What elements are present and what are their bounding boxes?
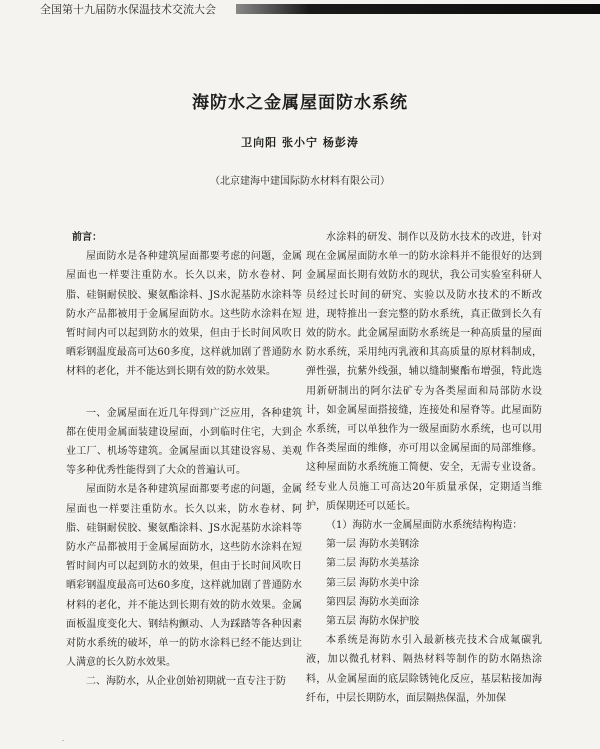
paragraph: 本系统是海防水引入最新核壳技术合成氟碳乳液，加以微孔材料、隔热材料等制作的防水隔热涂料，从金属屋面的底层除锈钝化反应，基层粘接加海纤布，中层长期防水，面层隔热保温，外加保	[306, 635, 542, 704]
paragraph: 屋面防水是各种建筑屋面都要考虑的问题，金属屋面也一样要注重防水。长久以来，防水卷材、阿脂、硅铜耐侯胶、聚氨酯涂料、JS水泥基防水涂料等防水产品都被用于金属屋面防水。这些防水涂料在短暂时间内可以起到防水的效果，但由于长时间风吹日晒彩钢温度最高可达60多度，这样就加剧了普通防水材料的老化，并不能达到长期有效的防水效果。	[66, 251, 302, 378]
paragraph: 一、金属屋面在近几年得到广泛应用，各种建筑都在使用金属面装建设屋面，小到临时住宅，大到企业工厂、机场等建筑。金属屋面以其建设容易、美观等多种优秀性能得到了大众的普遍认可。	[66, 407, 302, 477]
list-heading: （1）海防水一金属屋面防水系统结构构造：	[326, 520, 523, 532]
paper-title: 海防水之金属屋面防水系统	[192, 93, 408, 113]
header-bar	[236, 4, 600, 14]
paragraph: 水涂料的研发、制作以及防水技术的改进，针对现在金属屋面防水单一的防水涂料并不能很好的达到金属屋面长期有效防水的现状，我公司实验室科研人员经过长时间的研究、实验以及防水技术的不断改进，现特推出一套完整的防水系统，真正做到长久有效的防水。此金属屋面防水系统是一种高质量的屋面防水系统，采用纯丙乳液和其高质量的原材料制成，弹性强，抗紫外线强，辅以缝制聚酯布增强，特此选用新研制出的阿尔法矿专为各类屋面和局部防水设计，如金属屋面搭接缝，连接处和屋脊等。此屋面防水系统，可以单独作为一级屋面防水系统，也可以用作各类屋面的维修，亦可用以金属屋面的局部维修。这种屋面防水系统施工简便、安全，无需专业设备。经专业人员施工可高达20年质量承保，定期适当维护，质保期还可以延长。	[306, 232, 542, 512]
authors: 卫向阳 张小宁 杨彭涛	[241, 136, 359, 149]
list-item: 第二层 海防水美基涂	[326, 558, 420, 570]
list-item: 第三层 海防水美中涂	[326, 577, 420, 589]
list-item: 第五层 海防水保护胶	[326, 616, 420, 628]
affiliation: （北京建海中建国际防水材料有限公司）	[210, 176, 390, 187]
preface-heading: 前言：	[72, 232, 102, 243]
right-column	[306, 228, 542, 708]
list-item: 第一层 海防水美钢涂	[326, 539, 420, 551]
left-column	[66, 228, 302, 692]
conference-name: 全国第十九届防水保温技术交流大会	[40, 3, 216, 16]
page-marker: .	[62, 736, 64, 743]
layer-list	[306, 535, 542, 631]
list-item: 第四层 海防水美面涂	[326, 596, 420, 608]
running-header	[40, 2, 600, 16]
paragraph: 屋面防水是各种建筑屋面都要考虑的问题，金属屋面也一样要注重防水。长久以来，防水卷材、阿脂、硅铜耐侯胶、聚氨酯涂料、JS水泥基防水涂料等防水产品都被用于金属屋面防水，这些防水涂料在短暂时间内可以起到防水的效果，但由于长时间风吹日晒彩钢温度最高可达60多度，这样就加剧了普通防水材料的老化，并不能达到长期有效的防水效果。金属面板温度变化大、钢结构颤动、人为踩踏等各种因素对防水系统的破坏，单一的防水涂料已经不能达到让人满意的长久防水效果。	[66, 484, 302, 669]
paragraph: 二、海防水，从企业创始初期就一直专注于防	[86, 676, 286, 688]
